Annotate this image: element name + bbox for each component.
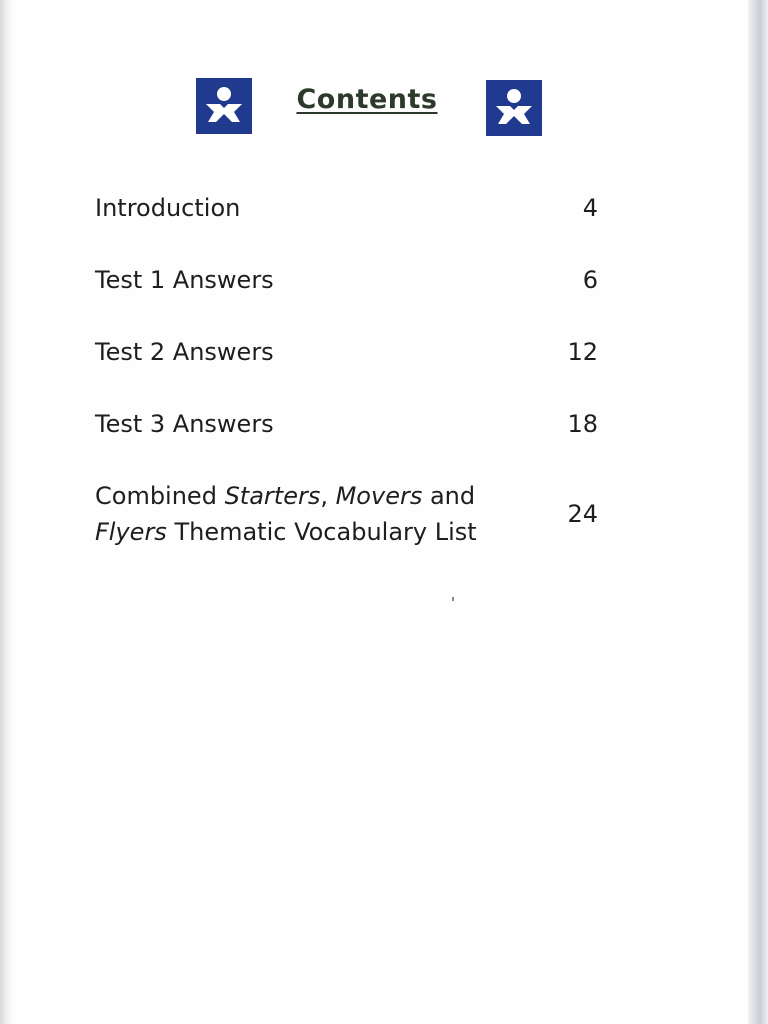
- toc-entry-test-3: [95, 406, 600, 478]
- label-text: Thematic Vocabulary List: [166, 518, 477, 546]
- table-of-contents: [95, 190, 600, 568]
- toc-entry-introduction: [95, 190, 600, 262]
- toc-entry-label: Test 3 Answers: [95, 410, 274, 438]
- toc-entry-label: Introduction: [95, 194, 241, 222]
- label-text: and: [422, 482, 476, 510]
- binding-shadow: [0, 0, 14, 1024]
- figure-logo-icon: [196, 78, 252, 134]
- toc-entry-vocabulary-list: [95, 478, 600, 568]
- toc-entry-page: 18: [567, 410, 598, 438]
- contents-header: [196, 78, 542, 134]
- toc-entry-page: 12: [567, 338, 598, 366]
- label-text: ,: [320, 482, 336, 510]
- toc-entry-label-line-1: [95, 478, 477, 514]
- toc-entry-test-1: [95, 262, 600, 334]
- page-edge: [748, 0, 768, 1024]
- label-text-italic: Flyers: [95, 518, 167, 546]
- toc-entry-page: 4: [582, 194, 598, 222]
- label-text-italic: Movers: [335, 482, 423, 510]
- toc-entry-label: [95, 478, 477, 550]
- label-text-italic: Starters: [224, 482, 321, 510]
- page-title: Contents: [296, 84, 438, 115]
- toc-entry-label: Test 2 Answers: [95, 338, 274, 366]
- scan-speck: [452, 597, 454, 601]
- toc-entry-label-line-2: [95, 514, 477, 550]
- figure-logo-icon: [486, 80, 542, 136]
- toc-entry-page: 24: [567, 500, 598, 528]
- toc-entry-page: 6: [582, 266, 598, 294]
- toc-entry-test-2: [95, 334, 600, 406]
- label-text: Combined: [95, 482, 225, 510]
- toc-entry-label: Test 1 Answers: [95, 266, 274, 294]
